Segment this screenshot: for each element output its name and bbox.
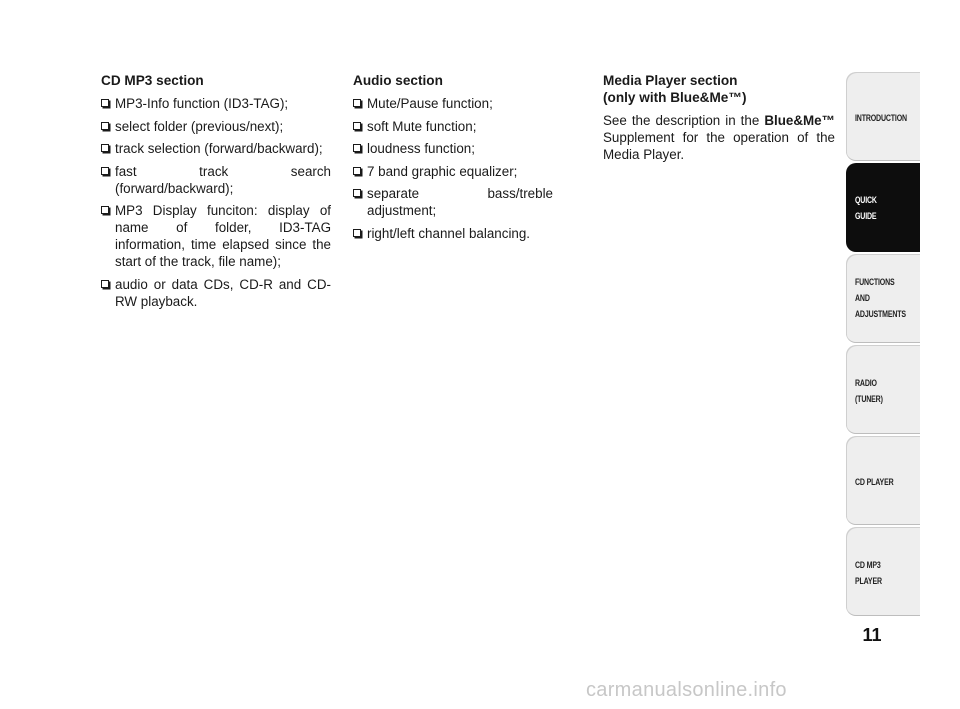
tab-quick-guide[interactable]: [846, 163, 920, 252]
tab-label: CD PLAYER: [855, 477, 894, 487]
tab-label: CD MP3 PLAYER: [855, 560, 882, 586]
checkbox-bullet-icon: [101, 167, 109, 175]
tab-functions-and-adjustments[interactable]: [846, 254, 920, 343]
list-item: [353, 118, 553, 135]
checkbox-bullet-icon: [353, 167, 361, 175]
list-item-text: right/left channel balancing.: [367, 225, 531, 241]
list-item-text: track selection (forward/backward);: [115, 141, 323, 156]
checkbox-bullet-icon: [353, 99, 361, 107]
list-item-text: fast track search (forward/backward);: [115, 163, 331, 196]
list-item: [101, 140, 331, 157]
media-player-section: [603, 72, 835, 163]
description-text-before: See the description in the: [603, 113, 765, 128]
description-text-bold: Blue&Me™: [764, 113, 835, 128]
list-item-text: 7 band graphic equalizer;: [367, 163, 518, 179]
checkbox-bullet-icon: [101, 122, 109, 130]
tab-radio-tuner[interactable]: [846, 345, 920, 434]
list-item: [353, 163, 553, 180]
list-item-text: Mute/Pause function;: [367, 96, 493, 111]
tab-cd-mp3-player[interactable]: [846, 527, 920, 616]
list-item: [353, 225, 553, 242]
list-item-text: separate bass/treble adjustment;: [367, 186, 553, 218]
checkbox-bullet-icon: [101, 144, 109, 152]
media-player-heading-line2: (only with Blue&Me™): [603, 90, 747, 105]
watermark-text: carmanualsonline.info: [586, 679, 787, 701]
audio-section: [353, 72, 553, 247]
checkbox-bullet-icon: [101, 280, 109, 288]
tab-label: FUNCTIONS AND ADJUSTMENTS: [855, 277, 906, 319]
list-item-text: loudness function;: [367, 141, 475, 156]
list-item: [101, 95, 331, 112]
list-item: [101, 202, 331, 270]
checkbox-bullet-icon: [101, 99, 109, 107]
description-text-after: Supplement for the operation of the Media Player.: [603, 130, 835, 162]
list-item-text: select folder (previous/next);: [115, 118, 284, 134]
tab-cd-player[interactable]: [846, 436, 920, 525]
checkbox-bullet-icon: [353, 144, 361, 152]
media-player-description: [603, 112, 835, 163]
list-item-text: soft Mute function;: [367, 118, 477, 134]
list-item: [101, 163, 331, 197]
tab-introduction[interactable]: [846, 72, 920, 161]
list-item: [353, 140, 553, 157]
list-item: [353, 95, 553, 112]
checkbox-bullet-icon: [101, 206, 109, 214]
cd-mp3-section: [101, 72, 331, 315]
list-item: [101, 276, 331, 310]
tab-label: INTRODUCTION: [855, 113, 907, 123]
cd-mp3-list: [101, 95, 331, 310]
list-item-text: MP3-Info function (ID3-TAG);: [115, 96, 289, 111]
page-number: 11: [862, 625, 882, 645]
list-item-text: MP3 Display funciton: display of name of folder, ID3-TAG information, time elapsed since the start of the track, file name);: [115, 203, 331, 269]
media-player-heading: [603, 72, 835, 106]
cd-mp3-heading: CD MP3 section: [101, 73, 204, 88]
media-player-heading-line1: Media Player section: [603, 73, 738, 88]
audio-list: [353, 95, 553, 242]
checkbox-bullet-icon: [353, 189, 361, 197]
list-item: [353, 185, 553, 219]
tab-label: QUICK GUIDE: [855, 195, 877, 221]
audio-heading: Audio section: [353, 73, 443, 88]
chapter-tabs: [846, 72, 920, 618]
list-item: [101, 118, 331, 135]
tab-label: RADIO (TUNER): [855, 378, 883, 404]
checkbox-bullet-icon: [353, 229, 361, 237]
list-item-text: audio or data CDs, CD-R and CD-RW playback.: [115, 276, 331, 309]
checkbox-bullet-icon: [353, 122, 361, 130]
